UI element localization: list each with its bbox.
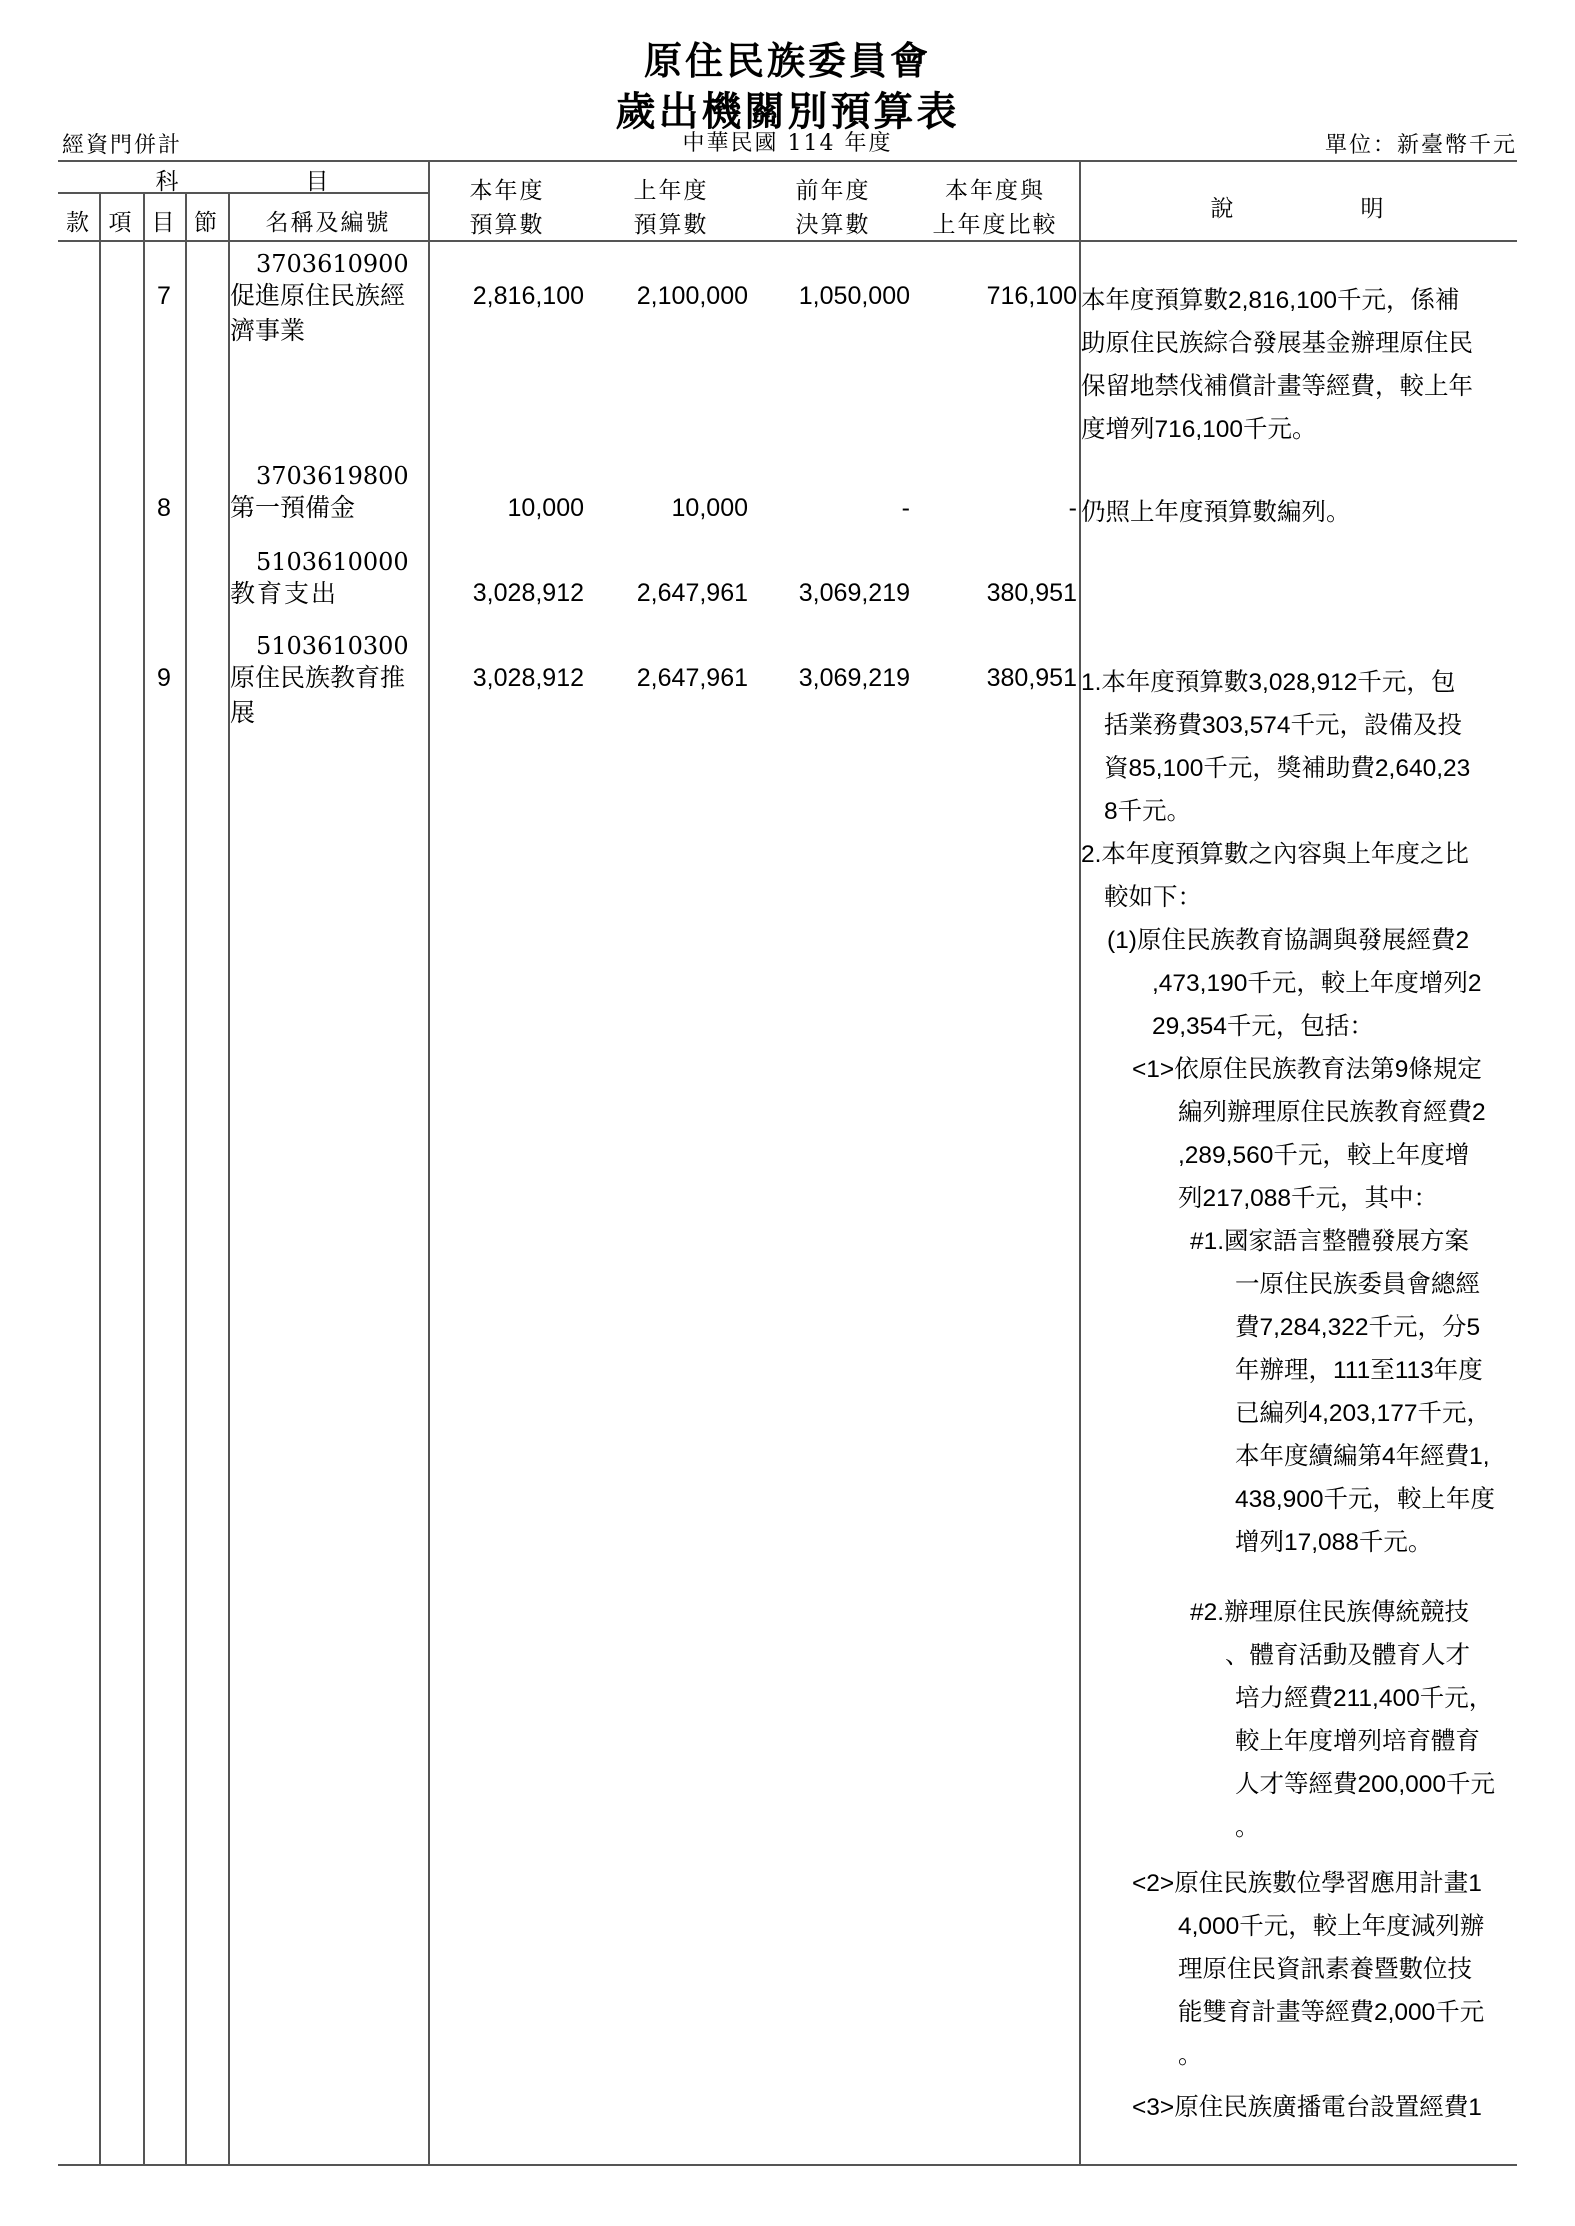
remarks-line: 8千元。 (1104, 798, 1192, 825)
item-name-line: 第一預備金 (230, 494, 356, 522)
col-xiang-header: 項 (108, 210, 134, 236)
remarks-line: 仍照上年度預算數編列。 (1081, 499, 1351, 526)
remarks-line: #2.辦理原住民族傳統競技 (1190, 1599, 1470, 1626)
remarks-line: 29,354千元，包括： (1152, 1013, 1374, 1040)
col-divider-remarks (1079, 160, 1081, 2164)
remarks-line: 4,000千元，較上年度減列辦 (1178, 1913, 1485, 1940)
remarks-line: 較如下： (1104, 884, 1202, 911)
previous-budget-value: 2,647,961 (636, 579, 748, 607)
col-divider-mu (185, 192, 187, 2164)
previous-budget-value: 2,647,961 (636, 664, 748, 692)
remarks-line: 、體育活動及體育人才 (1225, 1642, 1470, 1669)
item-code: 3703619800 (256, 462, 409, 490)
current-budget-value: 3,028,912 (472, 664, 584, 692)
col-previous-header-1: 上年度 (633, 178, 709, 204)
prior-final-value: - (901, 494, 910, 522)
col-prior-header-1: 前年度 (795, 178, 871, 204)
subject-group-header: 科 目 (155, 169, 331, 195)
remarks-line: <2>原住民族數位學習應用計畫1 (1132, 1870, 1482, 1897)
remarks-line: 本年度預算數2,816,100千元，係補 (1081, 287, 1460, 314)
prior-final-value: 1,050,000 (798, 282, 910, 310)
remarks-line: ,289,560千元，較上年度增 (1178, 1142, 1470, 1169)
compare-value: 380,951 (986, 579, 1077, 607)
col-prior-header-2: 決算數 (795, 212, 871, 238)
org-title: 原住民族委員會 (643, 38, 931, 83)
compare-value: 716,100 (986, 282, 1077, 310)
remarks-line: 保留地禁伐補償計畫等經費，較上年 (1081, 373, 1473, 400)
remarks-line: 理原住民資訊素養暨數位技 (1178, 1956, 1472, 1983)
item-code: 3703610900 (256, 250, 409, 278)
remarks-line: 度增列716,100千元。 (1081, 416, 1317, 443)
remarks-line: 括業務費303,574千元，設備及投 (1104, 712, 1463, 739)
remarks-line: <3>原住民族廣播電台設置經費1 (1132, 2094, 1482, 2121)
previous-budget-value: 10,000 (671, 494, 748, 522)
item-name-line: 教育支出 (230, 579, 339, 608)
mu-number: 8 (157, 494, 171, 522)
col-divider-jie (228, 192, 230, 2164)
col-divider-xiang (143, 192, 145, 2164)
current-budget-value: 2,816,100 (472, 282, 584, 310)
col-divider-name (428, 160, 430, 2164)
remarks-line: 。 (1178, 2042, 1203, 2069)
item-code: 5103610000 (256, 548, 409, 576)
remarks-line: 1.本年度預算數3,028,912千元，包 (1081, 669, 1456, 696)
mu-number: 9 (157, 664, 171, 692)
remarks-line: 人才等經費200,000千元 (1235, 1771, 1496, 1798)
remarks-line: 增列17,088千元。 (1235, 1529, 1433, 1556)
col-previous-header-2: 預算數 (633, 212, 709, 238)
remarks-line: 年辦理，111至113年度 (1235, 1357, 1483, 1384)
current-budget-value: 10,000 (507, 494, 584, 522)
item-name-line: 促進原住民族經 (230, 282, 406, 310)
remarks-line: 一原住民族委員會總經 (1235, 1271, 1480, 1298)
remarks-line: 438,900千元，較上年度 (1235, 1486, 1496, 1513)
compare-value: 380,951 (986, 664, 1077, 692)
item-name-line: 展 (230, 699, 256, 727)
item-code: 5103610300 (256, 632, 409, 660)
current-budget-value: 3,028,912 (472, 579, 584, 607)
item-name-line: 濟事業 (230, 317, 306, 345)
remarks-line: 列217,088千元，其中： (1178, 1185, 1439, 1212)
remarks-line: 編列辦理原住民族教育經費2 (1178, 1099, 1486, 1126)
header-bottom-border (58, 240, 1517, 242)
col-compare-header-2: 上年度比較 (932, 212, 1058, 238)
page-title: 歲出機關別預算表 (615, 88, 960, 135)
col-divider-kuan (99, 192, 101, 2164)
mu-number: 7 (157, 282, 171, 310)
remarks-line: 能雙育計畫等經費2,000千元 (1178, 1999, 1485, 2026)
unit-label: 單位：新臺幣千元 (1324, 133, 1517, 158)
table-bottom-border (58, 2164, 1517, 2166)
col-kuan-header: 款 (66, 210, 91, 236)
col-remarks-header: 說 明 (1210, 196, 1386, 222)
col-name-header: 名稱及編號 (265, 210, 391, 236)
remarks-line: 資85,100千元，獎補助費2,640,23 (1104, 755, 1471, 782)
remarks-line: 費7,284,322千元，分5 (1235, 1314, 1481, 1341)
remarks-line: ,473,190千元，較上年度增列2 (1152, 970, 1482, 997)
remarks-line: <1>依原住民族教育法第9條規定 (1132, 1056, 1482, 1083)
remarks-line: #1.國家語言整體發展方案 (1190, 1228, 1470, 1255)
col-current-header-1: 本年度 (469, 178, 545, 204)
col-mu-header: 目 (151, 210, 177, 236)
remarks-line: 。 (1235, 1814, 1260, 1841)
item-name-line: 原住民族教育推 (230, 664, 406, 692)
col-current-header-2: 預算數 (469, 212, 545, 238)
col-jie-header: 節 (194, 210, 219, 236)
fund-type-label: 經資門併計 (62, 133, 183, 158)
prior-final-value: 3,069,219 (798, 579, 910, 607)
remarks-line: 本年度續編第4年經費1, (1235, 1443, 1490, 1470)
compare-value: - (1068, 494, 1077, 522)
previous-budget-value: 2,100,000 (636, 282, 748, 310)
remarks-line: 2.本年度預算數之內容與上年度之比 (1081, 841, 1469, 868)
prior-final-value: 3,069,219 (798, 664, 910, 692)
fiscal-year-label: 中華民國 114 年度 (682, 131, 893, 156)
remarks-line: 已編列4,203,177千元， (1235, 1400, 1491, 1427)
remarks-line: (1)原住民族教育協調與發展經費2 (1107, 927, 1470, 954)
remarks-line: 助原住民族綜合發展基金辦理原住民 (1081, 330, 1473, 357)
remarks-line: 較上年度增列培育體育 (1235, 1728, 1480, 1755)
table-top-border (58, 160, 1517, 162)
remarks-line: 培力經費211,400千元， (1235, 1685, 1494, 1712)
col-compare-header-1: 本年度與 (945, 178, 1045, 204)
